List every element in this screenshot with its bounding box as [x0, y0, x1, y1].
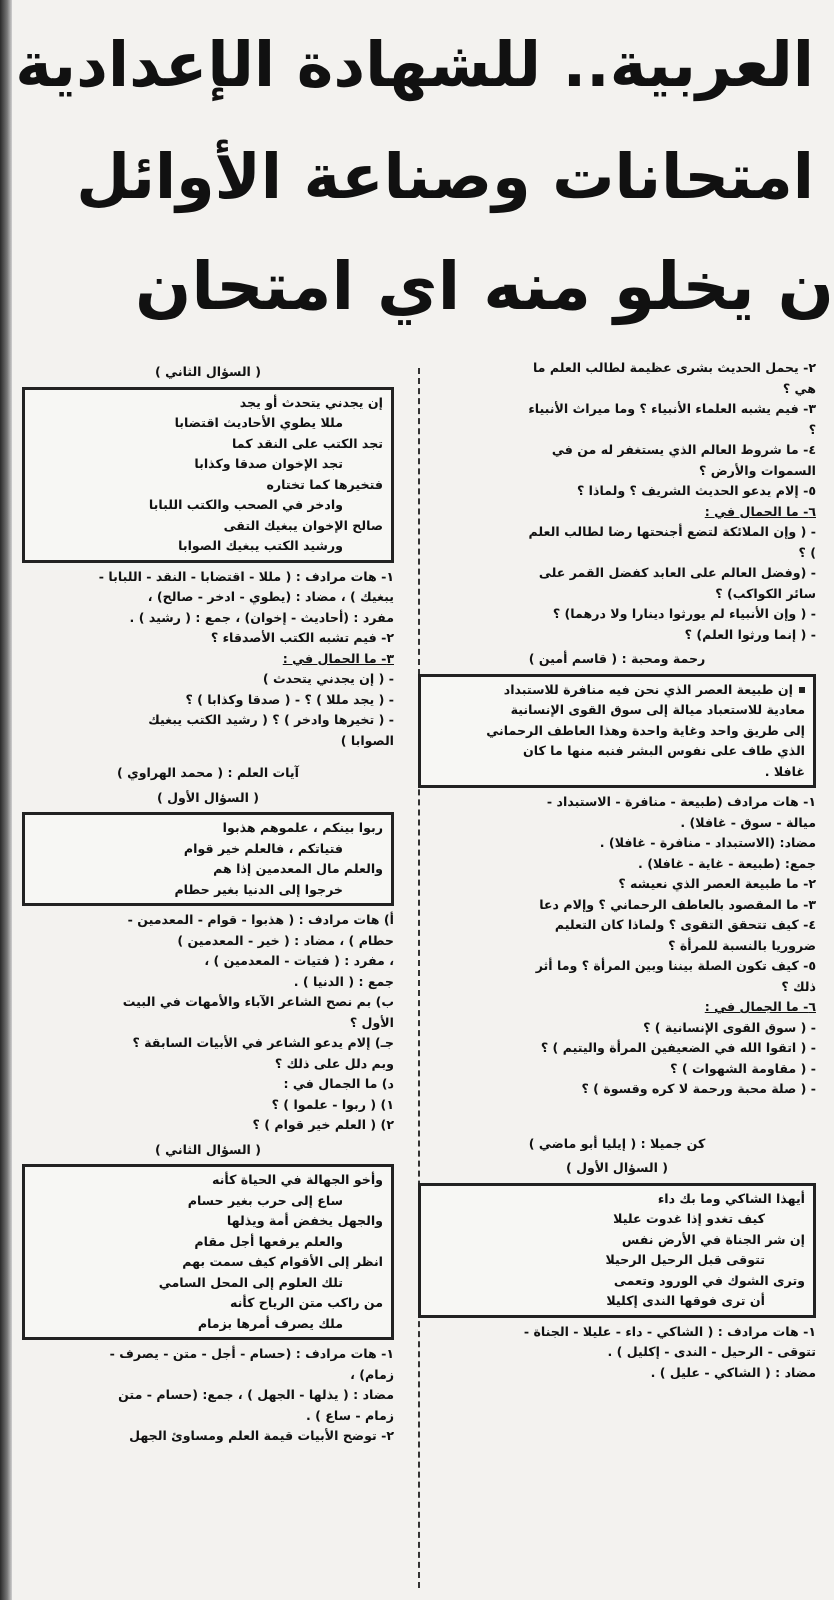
passage-line: معادية للاستعباد ميالة إلى سوق القوى الإنسانية: [510, 702, 805, 717]
poem-verse: خرجوا إلى الدنيا بغير حطام: [174, 881, 343, 897]
poem-box-beautiful: [418, 1183, 816, 1318]
question-line: مضاد : ( الشاكي - عليل ) .: [650, 1364, 816, 1380]
question-line: هي ؟: [782, 380, 816, 396]
question-line: ٣- ما الجمال في :: [282, 650, 394, 666]
headline-line-3: ن يخلو منه اي امتحان: [135, 248, 834, 325]
question-line: مفرد : (أحاديث - إخوان) ، جمع : ( رشيد ) .: [129, 609, 394, 625]
right-column: [418, 358, 816, 1383]
question-line: ١- هات مرادف : ( مللا - اقتضابا - النقد - اللبابا -: [98, 568, 394, 584]
poem-verse: كيف تغدو إذا غدوت عليلا: [613, 1211, 765, 1226]
question-line: ٦- ما الجمال في :: [704, 503, 816, 519]
question-line: زمام) ،: [350, 1366, 394, 1382]
question-line: - ( وإن الملائكة لتضع أجنحتها رضا لطالب العلم: [528, 524, 816, 539]
question-line: ) ؟: [798, 544, 816, 560]
question-line: ذلك ؟: [781, 978, 816, 994]
question-line: جمع: (طبيعة - غاية - غافلا) .: [638, 855, 816, 871]
question-line: ضروريا بالنسبة للمرأة ؟: [668, 937, 816, 953]
headline-line-1: العربية.. للشهادة الإعدادية: [15, 28, 814, 101]
question-line: - ( وإن الأنبياء لم يورثوا دينارا ولا درهما) ؟: [552, 606, 816, 621]
question-line: حطام ) ، مضاد : ( خير - المعدمين ): [177, 932, 394, 948]
poem-verse: من راكب متن الرياح كأنه: [230, 1295, 383, 1310]
mercy-questions: [418, 792, 816, 1100]
question-line: ٤- كيف تتحقق التقوى ؟ ولماذا كان التعليم: [554, 917, 816, 932]
poem-verse: فتياتكم ، فالعلم خير قوام: [183, 840, 343, 856]
poem-verse: والجهل يخفض أمة ويذلها: [226, 1213, 383, 1228]
question-line: - (وفضل العالم على العابد كفضل القمر على: [538, 565, 816, 580]
poem-verse: تجد الإخوان صدقا وكذابا: [194, 456, 343, 471]
question-line: ١- هات مرادف : (حسام - أجل - متن - يصرف -: [109, 1346, 394, 1361]
question-title-second-2: ( السؤال الثاني ): [154, 1141, 262, 1157]
hadith-questions: [418, 358, 816, 645]
poem-verse: ملك يصرف أمرها بزمام: [197, 1315, 343, 1331]
question-line: ؟: [808, 421, 816, 437]
question-line: أ) هات مرادف : ( هذبوا - قوام - المعدمين -: [127, 912, 394, 927]
poem-verse: والعلم مال المعدمين إذا هم: [213, 861, 383, 876]
poem-verse: تجد الكتب على النقد كما: [232, 435, 383, 451]
question-line: ٢) ( العلم خير قوام ) ؟: [252, 1117, 394, 1132]
question-line: جـ) إلام يدعو الشاعر في الأبيات السابقة ؟: [132, 1035, 394, 1050]
poem-verse: مللا يطوي الأحاديث اقتضابا: [174, 415, 343, 430]
passage-line: الذي طاف على نفوس البشر فنبه منها ما كان: [522, 743, 805, 758]
question-line: ب) بم نصح الشاعر الآباء والأمهات في البيت: [122, 994, 394, 1009]
question-line: ١- هات مرادف : ( الشاكي - داء - عليلا - الجناة -: [523, 1323, 816, 1339]
poem-box-science: [22, 812, 394, 906]
poem-verse: والعلم يرفعها أجل مقام: [194, 1233, 343, 1249]
question-line: مضاد: (الاستبداد - منافرة - غافلا) .: [599, 835, 816, 850]
passage-line: غافلا .: [764, 763, 805, 779]
question-line: ١) ( ربوا - علموا ) ؟: [271, 1096, 394, 1112]
question-line: مضاد : ( يذلها - الجهل ) ، جمع: (حسام - متن: [118, 1387, 394, 1402]
question-line: الأول ؟: [349, 1014, 394, 1030]
question-line: - ( تخيرها وادخر ) ؟ ( رشيد الكتب يبغيك: [148, 712, 394, 727]
poem-verse: أيهذا الشاكي وما بك داء: [657, 1190, 805, 1206]
poem-verse: ساع إلى حرب بغير حسام: [187, 1192, 343, 1208]
question-line: جمع : ( الدنيا ) .: [293, 973, 394, 989]
poem-verse: وترى الشوك في الورود وتعمى: [613, 1272, 805, 1288]
question-line: ٥- إلام يدعو الحديث الشريف ؟ ولماذا ؟: [576, 483, 816, 498]
poem-box-books: [22, 387, 394, 563]
question-line: - ( صلة محبة ورحمة لا كره وقسوة ) ؟: [581, 1081, 816, 1096]
poem-verse: أن ترى فوقها الندى إكليلا: [606, 1293, 765, 1308]
question-line: ٤- ما شروط العالم الذي يستغفر له من في: [551, 442, 816, 457]
poem-verse: صالح الإخوان يبغيك التقى: [223, 517, 383, 533]
paper-edge: [0, 0, 12, 1600]
question-line: يبغيك ) ، مضاد : (يطوي - ادخر - صالح) ،: [147, 589, 394, 604]
question-line: السموات والأرض ؟: [699, 462, 816, 478]
question-line: ٦- ما الجمال في :: [704, 999, 816, 1014]
question-line: - ( يجد مللا ) ؟ - ( صدقا وكذابا ) ؟: [185, 691, 394, 707]
poem-verse: تلك العلوم إلى المحل السامي: [158, 1274, 343, 1290]
question-line: ٣- ما المقصود بالعاطف الرحماني ؟ وإلام دعا: [539, 896, 816, 912]
question-line: ٢- يحمل الحديث بشرى عظيمة لطالب العلم ما: [532, 360, 816, 375]
poem-box-ignorance: [22, 1164, 394, 1340]
question-line: - ( اتقوا الله في الضعيفين المرأة واليتيم ) ؟: [540, 1040, 816, 1055]
poem-verse: وادخر في الصحب والكتب اللبابا: [148, 497, 343, 512]
question-line: ٢- توضح الأبيات قيمة العلم ومساوئ الجهل: [129, 1428, 394, 1443]
question-line: ٣- فيم يشبه العلماء الأنبياء ؟ وما ميراث الأنبياء: [528, 401, 816, 416]
poem-verse: إن شر الجناة في الأرض نفس: [621, 1231, 805, 1247]
question-line: تتوقى - الرحيل - الندى - إكليل ) .: [607, 1344, 816, 1359]
question-title-first: ( السؤال الأول ): [156, 789, 260, 805]
question-line: ، مفرد : ( فتيات - المعدمين ) ،: [204, 953, 394, 968]
question-title-first: ( السؤال الأول ): [565, 1160, 669, 1175]
question-line: ٥- كيف تكون الصلة بيننا وبين المرأة ؟ وما أثر: [535, 958, 816, 973]
question-line: ٢- فيم تشبه الكتب الأصدقاء ؟: [210, 630, 394, 645]
bullet-square-icon: [799, 687, 805, 693]
left-column: [22, 358, 394, 1447]
question-line: - ( إنما ورثوا العلم) ؟: [684, 626, 816, 642]
headline-line-2: امتحانات وصناعة الأوائل: [76, 140, 814, 213]
question-title-second: ( السؤال الثاني ): [154, 364, 262, 379]
question-line: - ( مقاومة الشهوات ) ؟: [670, 1060, 816, 1076]
question-line: ١- هات مرادف (طبيعة - منافرة - الاستبداد -: [546, 794, 816, 809]
question-line: ٢- ما طبيعة العصر الذي نعيشه ؟: [618, 876, 816, 891]
section-title-beautiful: كن جميلا : ( إيليا أبو ماضي ): [528, 1135, 706, 1151]
question-line: ميالة - سوق - غافلا) .: [680, 814, 816, 830]
poem-verse: تتوقى قبل الرحيل الرحيلا: [605, 1252, 765, 1267]
books-questions: [22, 567, 394, 752]
passage-line: إلى طريق واحد وغاية واحدة وهذا العاطف الرحماني: [486, 722, 805, 738]
passage-box-mercy: [418, 674, 816, 789]
ignorance-questions: [22, 1344, 394, 1447]
question-line: - ( سوق القوى الإنسانية ) ؟: [643, 1019, 816, 1035]
question-line: زمام - ساع ) .: [305, 1407, 394, 1423]
poem-verse: ورشيد الكتب يبغيك الصوابا: [178, 538, 343, 553]
question-line: وبم دلل على ذلك ؟: [274, 1055, 394, 1071]
section-title-science: آيات العلم : ( محمد الهراوي ): [117, 765, 299, 780]
question-line: د) ما الجمال في :: [283, 1076, 394, 1091]
poem-verse: ربوا بينكم ، علموهم هذبوا: [222, 820, 383, 835]
passage-line: إن طبيعة العصر الذي نحن فيه منافرة للاستبداد: [429, 680, 805, 701]
question-line: سائر الكواكب) ؟: [715, 585, 816, 601]
question-line: - ( إن يجدني يتحدث ): [262, 671, 394, 686]
poem-verse: انظر إلى الأقوام كيف سمت بهم: [182, 1254, 383, 1269]
poem-verse: إن يجدني يتحدث أو يجد: [239, 394, 383, 410]
poem-questions: [418, 1322, 816, 1384]
question-line: الصوابا ): [340, 732, 394, 748]
poem-verse: فتخيرها كما تختاره: [266, 476, 383, 492]
poem-verse: وأخو الجهالة في الحياة كأنه: [211, 1172, 383, 1187]
section-title-mercy: رحمة ومحبة : ( قاسم أمين ): [528, 651, 706, 666]
science-questions: [22, 910, 394, 1136]
